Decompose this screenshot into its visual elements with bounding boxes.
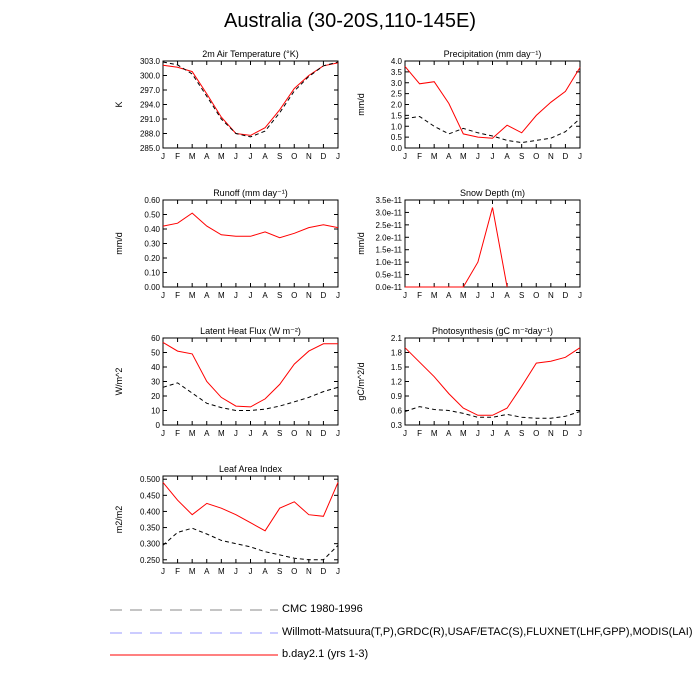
legend-label: b.day2.1 (yrs 1-3) [282,648,369,660]
x-tick-label: D [320,291,327,300]
y-tick-label: 0.50 [144,210,160,220]
y-tick-label: 1.8 [390,348,402,358]
plot-frame [405,338,580,425]
legend-swatch-solid-red [110,648,280,662]
y-tick-label: 40 [151,363,160,372]
x-tick-label: A [204,429,210,438]
series-line-model [163,342,338,407]
y-tick-label: 0.20 [144,254,160,263]
y-tick-label: 1.5e-11 [375,245,402,255]
x-tick-label: D [320,152,327,161]
y-tick-label: 0.400 [139,507,160,517]
x-tick-label: M [217,152,225,161]
x-tick-label: J [403,291,407,300]
y-tick-label: 0.500 [139,475,160,485]
x-tick-label: J [161,291,165,300]
series-line-model [405,66,580,138]
figure-title: Australia (30-20S,110-145E) [224,10,476,32]
x-tick-label: D [562,291,569,300]
y-tick-label: 0.60 [144,196,160,205]
x-tick-label: A [504,152,510,161]
series-line-model [405,208,507,288]
plot-frame [163,200,338,287]
y-tick-label: 0.450 [139,491,160,501]
x-tick-label: O [533,429,540,438]
y-tick-label: 285.0 [139,144,160,153]
y-tick-label: 294.0 [139,100,160,110]
panel-title: Latent Heat Flux (W m⁻²) [200,326,301,336]
x-tick-label: A [262,291,268,300]
legend-label: Willmott-Matsuura(T,P),GRDC(R),USAF/ETAC(S),FLUXNET(LHF,GPP),MODIS(LAI) [282,626,693,638]
x-tick-label: S [276,291,283,300]
x-tick-label: A [262,567,268,576]
y-tick-label: 0.5 [390,133,402,143]
panel-title: Snow Depth (m) [459,188,526,198]
x-tick-label: J [161,567,165,576]
y-tick-label: 60 [151,334,160,343]
y-axis-label: m2/m2 [114,505,124,534]
x-tick-label: O [533,291,540,300]
y-tick-label: 2.5e-11 [375,220,402,230]
x-tick-label: J [233,429,238,438]
x-tick-label: J [490,152,495,161]
x-tick-label: N [305,567,312,576]
x-tick-label: J [336,291,340,300]
x-tick-label: N [547,291,554,300]
y-axis-label: mm/d [114,232,124,255]
y-axis-label: mm/d [356,232,366,255]
x-tick-label: O [291,291,298,300]
panel-title: Photosynthesis (gC m⁻²day⁻¹) [431,326,554,336]
x-tick-label: O [291,429,298,438]
x-tick-label: S [276,152,283,161]
x-tick-label: J [161,429,165,438]
y-tick-label: 300.0 [139,71,160,81]
y-tick-label: 0.3 [390,421,402,430]
x-tick-label: A [204,291,210,300]
y-tick-label: 10 [151,406,160,416]
y-axis-label: W/m^2 [114,367,124,396]
y-tick-label: 2.0 [390,100,402,110]
x-tick-label: D [562,429,569,438]
x-tick-label: M [459,291,467,300]
y-tick-label: 3.5 [390,67,402,77]
y-tick-label: 1.2 [390,377,402,387]
y-tick-label: 0.00 [144,283,160,292]
x-tick-label: J [248,429,253,438]
x-tick-label: A [446,152,452,161]
x-tick-label: F [417,152,423,161]
x-tick-label: F [417,429,423,438]
x-tick-label: J [490,429,495,438]
x-tick-label: J [336,429,340,438]
y-tick-label: 0.6 [390,406,402,416]
y-tick-label: 3.0e-11 [375,208,402,218]
x-tick-label: A [204,567,210,576]
x-tick-label: M [430,291,438,300]
y-tick-label: 0.300 [139,539,160,549]
plot-frame [163,338,338,425]
x-tick-label: J [578,152,582,161]
x-tick-label: F [175,152,181,161]
x-tick-label: A [446,291,452,300]
series-line-model [405,348,580,416]
x-tick-label: J [475,152,480,161]
y-tick-label: 0.250 [139,555,160,565]
x-tick-label: A [204,152,210,161]
x-tick-label: F [175,291,181,300]
y-tick-label: 291.0 [139,115,160,124]
x-tick-label: S [276,567,283,576]
y-tick-label: 0.40 [144,225,160,234]
x-tick-label: F [417,291,423,300]
x-tick-label: D [320,429,327,438]
y-axis-label: gC/m^2/d [356,362,366,401]
panel-title: Leaf Area Index [218,464,283,474]
y-tick-label: 0 [155,421,160,430]
panel-title: Precipitation (mm day⁻¹) [443,49,542,59]
legend-swatch-dashed-blue [110,626,280,640]
y-tick-label: 50 [151,348,160,358]
y-tick-label: 1.0 [390,122,402,132]
x-tick-label: M [188,152,196,161]
x-tick-label: N [547,429,554,438]
y-tick-label: 0.0 [390,144,402,153]
x-tick-label: J [403,429,407,438]
series-line-obs [405,407,580,419]
x-tick-label: S [276,429,283,438]
y-tick-label: 1.5 [390,111,402,121]
x-tick-label: S [518,429,525,438]
legend-swatch-dashed-gray [110,603,280,617]
x-tick-label: J [336,152,340,161]
x-tick-label: O [291,152,298,161]
x-tick-label: O [291,567,298,576]
y-tick-label: 0.5e-11 [375,270,402,280]
y-tick-label: 2.1 [390,334,402,343]
y-tick-label: 2.0e-11 [375,233,402,243]
x-tick-label: M [430,429,438,438]
plot-frame [163,476,338,563]
x-tick-label: M [188,429,196,438]
x-tick-label: J [233,152,238,161]
x-tick-label: O [533,152,540,161]
x-tick-label: J [248,567,253,576]
y-axis-label: mm/d [356,93,366,116]
y-tick-label: 1.0e-11 [375,258,402,268]
x-tick-label: J [248,291,253,300]
x-tick-label: J [578,429,582,438]
x-tick-label: M [217,291,225,300]
x-tick-label: S [518,291,525,300]
y-tick-label: 297.0 [139,86,160,95]
x-tick-label: A [262,152,268,161]
panel-title: Runoff (mm day⁻¹) [213,188,288,198]
y-tick-label: 0.0e-11 [375,283,402,292]
x-tick-label: N [305,291,312,300]
x-tick-label: M [459,152,467,161]
x-tick-label: A [504,429,510,438]
x-tick-label: N [547,152,554,161]
x-tick-label: J [248,152,253,161]
y-tick-label: 3.5e-11 [375,196,402,205]
x-tick-label: N [305,429,312,438]
x-tick-label: J [403,152,407,161]
x-tick-label: S [518,152,525,161]
x-tick-label: D [562,152,569,161]
y-tick-label: 288.0 [139,129,160,139]
x-tick-label: A [446,429,452,438]
x-tick-label: F [175,429,181,438]
y-tick-label: 4.0 [390,57,402,66]
y-tick-label: 20 [151,392,160,401]
x-tick-label: D [320,567,327,576]
x-tick-label: J [161,152,165,161]
x-tick-label: M [217,429,225,438]
plot-frame [405,200,580,287]
y-tick-label: 0.30 [144,239,160,249]
y-tick-label: 303.0 [139,57,160,66]
x-tick-label: M [217,567,225,576]
y-tick-label: 3.0 [390,78,402,88]
x-tick-label: M [430,152,438,161]
x-tick-label: J [336,567,340,576]
x-tick-label: J [233,567,238,576]
y-tick-label: 0.10 [144,268,160,278]
plot-frame [405,61,580,148]
legend-label: CMC 1980-1996 [282,603,363,615]
y-tick-label: 1.5 [390,363,402,372]
y-axis-label: K [114,101,124,108]
x-tick-label: M [459,429,467,438]
x-tick-label: J [475,291,480,300]
x-tick-label: M [188,291,196,300]
y-tick-label: 30 [151,377,160,387]
x-tick-label: A [504,291,510,300]
x-tick-label: J [490,291,495,300]
x-tick-label: F [175,567,181,576]
series-line-model [163,482,338,530]
x-tick-label: A [262,429,268,438]
y-tick-label: 2.5 [390,89,402,99]
x-tick-label: J [233,291,238,300]
y-tick-label: 0.9 [390,392,402,401]
panel-title: 2m Air Temperature (°K) [202,49,299,59]
x-tick-label: M [188,567,196,576]
x-tick-label: J [475,429,480,438]
series-line-obs [163,528,338,560]
x-tick-label: N [305,152,312,161]
x-tick-label: J [578,291,582,300]
y-tick-label: 0.350 [139,523,160,533]
series-line-model [163,213,338,238]
